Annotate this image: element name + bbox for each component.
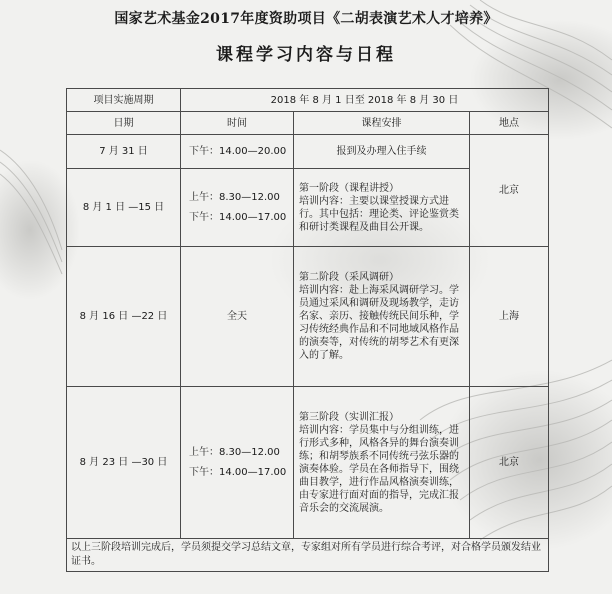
- header-arrangement: 课程安排: [294, 112, 470, 135]
- row-arrangement: 报到及办理入住手续: [294, 135, 470, 169]
- arrangement-text: 第三阶段（实训汇报） 培训内容：学员集中与分组训练，进行形式多种，风格各异的舞台演奏训练；和胡琴族系不同传统弓弦乐器的演奏体验。学员在各师指导下，围绕曲目教学，进行作品风格演奏训练，由专家进行面对面的指导，完成汇报音乐会的交流展演。: [299, 411, 459, 514]
- footer-row: [67, 539, 549, 572]
- row-date: 8 月 1 日 —15 日: [67, 169, 181, 247]
- row-date: 8 月 16 日 —22 日: [67, 247, 181, 387]
- row-arrangement: [294, 169, 470, 247]
- arrangement-text: 第二阶段（采风调研） 培训内容：赴上海采风调研学习。学员通过采风和调研及现场教学，走访名家、亲历、接触传统民间乐种，学习传统经典作品和不同地域风格作品的演奏等，对传统的胡琴艺术有更深入的了解。: [299, 272, 459, 361]
- row-location: 北京: [470, 387, 549, 539]
- row-location-beijing: 北京: [470, 135, 549, 247]
- header-location: 地点: [470, 112, 549, 135]
- row-date: 7 月 31 日: [67, 135, 181, 169]
- row-location: 上海: [470, 247, 549, 387]
- time-slot-afternoon: 下午：14.00—17.00: [189, 467, 287, 478]
- time-slot-afternoon: 下午：14.00—17.00: [189, 212, 287, 223]
- row-arrangement: [294, 247, 470, 387]
- row-times: 全天: [181, 247, 294, 387]
- row-date: 8 月 23 日 —30 日: [67, 387, 181, 539]
- time-slot: 下午：14.00—20.00: [189, 146, 287, 157]
- row-times: [181, 135, 294, 169]
- header-date: 日期: [67, 112, 181, 135]
- table-row: [67, 247, 549, 387]
- header-time: 时间: [181, 112, 294, 135]
- schedule-title: 课程学习内容与日程: [216, 45, 396, 65]
- table-row: [67, 387, 549, 539]
- arrangement-text: 第一阶段（课程讲授） 培训内容：主要以课堂授课方式进行。其中包括：理论类、评论鉴赏类和研讨类课程及曲目公开课。: [299, 182, 459, 233]
- time-slot-morning: 上午：8.30—12.00: [189, 192, 280, 203]
- row-times: [181, 169, 294, 247]
- table-row: [67, 135, 549, 169]
- project-title: 国家艺术基金2017年度资助项目《二胡表演艺术人才培养》: [114, 11, 498, 27]
- footer-note: 以上三阶段培训完成后，学员须提交学习总结文章，专家组对所有学员进行综合考评，对合格学员颁发结业证书。: [67, 539, 549, 572]
- schedule-table: [66, 88, 549, 572]
- period-label: 项目实施周期: [67, 89, 181, 112]
- table-header-row: [67, 112, 549, 135]
- period-row: [67, 89, 549, 112]
- period-value: 2018 年 8 月 1 日至 2018 年 8 月 30 日: [181, 89, 549, 112]
- row-times: [181, 387, 294, 539]
- time-slot-morning: 上午：8.30—12.00: [189, 447, 280, 458]
- row-arrangement: [294, 387, 470, 539]
